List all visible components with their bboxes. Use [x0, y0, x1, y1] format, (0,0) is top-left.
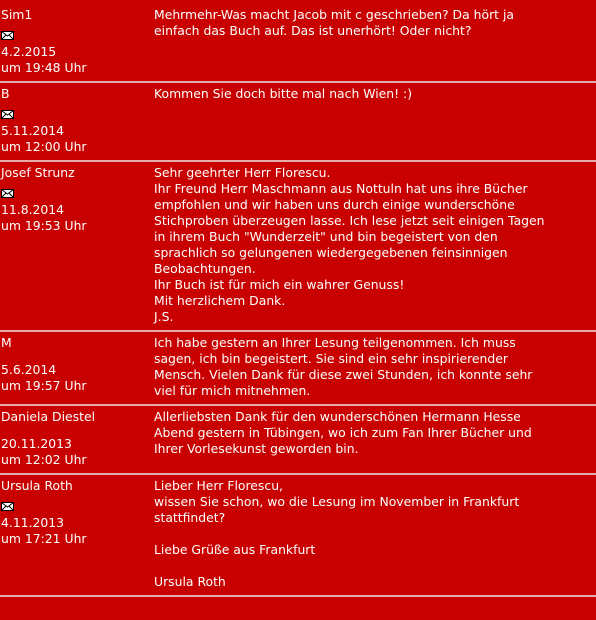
entry-date: 4.2.2015: [1, 44, 57, 59]
message-line: Ursula Roth: [154, 574, 226, 589]
entry-time: um 19:53 Uhr: [1, 218, 87, 233]
entry-meta: [0, 409, 154, 468]
message-line: Ich habe gestern an Ihrer Lesung teilgenommen. Ich muss: [154, 335, 516, 350]
email-link[interactable]: [1, 185, 154, 202]
message-line: in ihrem Buch "Wunderzeit" und bin begeistert von den: [154, 229, 498, 244]
message-line: Allerliebsten Dank für den wunderschönen Hermann Hesse: [154, 409, 521, 424]
entry-message: [154, 165, 596, 325]
message-line: Mehrmehr-Was macht Jacob mit c geschrieben? Da hört ja: [154, 7, 514, 22]
envelope-icon[interactable]: [1, 502, 14, 511]
message-line: Ihr Buch ist für mich ein wahrer Genuss!: [154, 277, 405, 292]
entry-message: [154, 478, 596, 590]
message-line: einfach das Buch auf. Das ist unerhört! Oder nicht?: [154, 23, 472, 38]
entry-time: um 17:21 Uhr: [1, 531, 87, 546]
entry-meta: [0, 86, 154, 155]
entry-message: [154, 86, 596, 155]
entry-time: um 19:48 Uhr: [1, 60, 87, 75]
guestbook-entry: [0, 0, 596, 83]
message-line: Beobachtungen.: [154, 261, 256, 276]
entry-time: um 12:00 Uhr: [1, 139, 87, 154]
message-line: Mit herzlichem Dank.: [154, 293, 286, 308]
entry-meta: [0, 478, 154, 590]
message-line: sagen, ich bin begeistert. Sie sind ein sehr inspirierender: [154, 351, 508, 366]
spacer: [1, 351, 154, 362]
guestbook-entry: [0, 83, 596, 162]
message-line: viel für mich mitnehmen.: [154, 383, 311, 398]
entry-author: Ursula Roth: [1, 478, 73, 493]
message-line: stattfindet?: [154, 510, 226, 525]
message-line: wissen Sie schon, wo die Lesung im November in Frankfurt: [154, 494, 520, 509]
message-line: Ihrer Vorlesekunst geworden bin.: [154, 441, 359, 456]
entry-date: 20.11.2013: [1, 436, 72, 451]
entry-author: Sim1: [1, 7, 33, 22]
message-line: J.S.: [154, 309, 174, 324]
message-line: empfohlen und wir haben uns durch einige wunderschöne: [154, 197, 515, 212]
envelope-icon[interactable]: [1, 31, 14, 40]
spacer: [1, 425, 154, 436]
message-line: Mensch. Vielen Dank für diese zwei Stunden, ich konnte sehr: [154, 367, 533, 382]
guestbook-entry: [0, 162, 596, 332]
guestbook-entry: [0, 332, 596, 406]
entry-date: 5.6.2014: [1, 362, 57, 377]
guestbook-entry: [0, 406, 596, 475]
entry-date: 11.8.2014: [1, 202, 65, 217]
entry-meta: [0, 335, 154, 399]
message-line: Stichproben überzeugen lasse. Ich lese jetzt seit einigen Tagen: [154, 213, 545, 228]
guestbook-entry: [0, 475, 596, 597]
email-link[interactable]: [1, 27, 154, 44]
message-line: [154, 558, 590, 574]
message-line: Ihr Freund Herr Maschmann aus Nottuln hat uns ihre Bücher: [154, 181, 528, 196]
entry-author: M: [1, 335, 12, 350]
email-link[interactable]: [1, 106, 154, 123]
entry-author: Josef Strunz: [1, 165, 75, 180]
entry-author: B: [1, 86, 10, 101]
envelope-icon[interactable]: [1, 110, 14, 119]
entry-meta: [0, 165, 154, 325]
message-line: Kommen Sie doch bitte mal nach Wien! :): [154, 86, 413, 101]
entry-meta: [0, 7, 154, 76]
message-line: Liebe Grüße aus Frankfurt: [154, 542, 316, 557]
entry-message: [154, 7, 596, 76]
entry-time: um 19:57 Uhr: [1, 378, 87, 393]
message-line: sprachlich so gelungenen wiedergegebenen feinsinnigen: [154, 245, 508, 260]
entry-date: 4.11.2013: [1, 515, 65, 530]
envelope-icon[interactable]: [1, 189, 14, 198]
message-line: Lieber Herr Florescu,: [154, 478, 283, 493]
entry-date: 5.11.2014: [1, 123, 65, 138]
entry-time: um 12:02 Uhr: [1, 452, 87, 467]
message-line: Sehr geehrter Herr Florescu.: [154, 165, 331, 180]
entry-message: [154, 335, 596, 399]
message-line: Abend gestern in Tübingen, wo ich zum Fan Ihrer Bücher und: [154, 425, 532, 440]
email-link[interactable]: [1, 498, 154, 515]
message-line: [154, 526, 590, 542]
entry-message: [154, 409, 596, 468]
entry-author: Daniela Diestel: [1, 409, 96, 424]
